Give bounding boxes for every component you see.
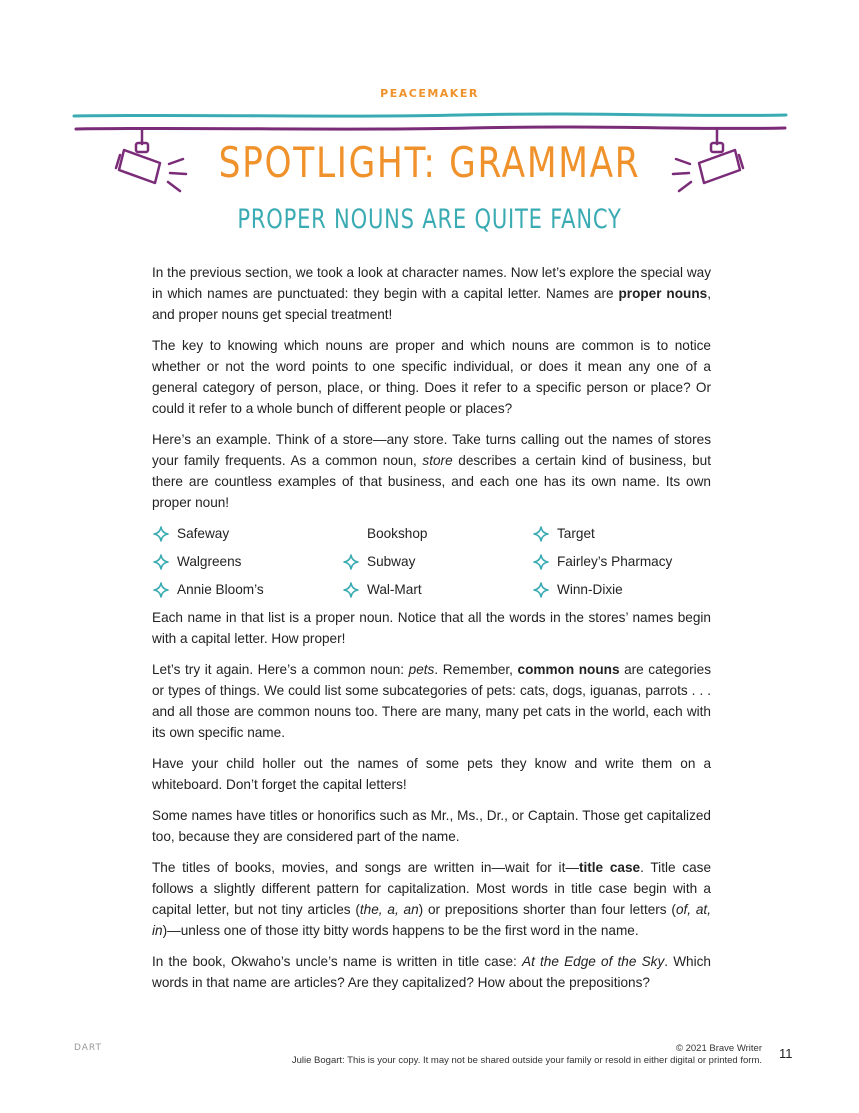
section-kicker: PEACEMAKER xyxy=(380,87,479,100)
store-list-item xyxy=(342,579,532,600)
store-name: Annie Bloom’s xyxy=(177,582,264,597)
store-list-item xyxy=(342,523,532,544)
store-name: Subway xyxy=(367,554,416,569)
paragraph-8: The titles of books, movies, and songs are written in—wait for it—title case. Title case follows a slightly different pattern for capitalization. Most words in title case begin with a capital letter, but not tiny articles (the, a, an) or prepositions shorter than four letters (of, at, in)—unless one of those itty bitty words happens to be the first word in the name. xyxy=(152,860,712,938)
page-number: 11 xyxy=(779,1046,793,1061)
footer-notice xyxy=(292,1043,762,1067)
store-name: Walgreens xyxy=(177,554,242,569)
store-name: Bookshop xyxy=(367,526,428,541)
sparkle-diamond-icon xyxy=(342,581,360,599)
store-list-item xyxy=(342,551,532,572)
page-title: SPOTLIGHT: GRAMMAR xyxy=(218,138,641,187)
store-list xyxy=(152,523,711,600)
store-list-item xyxy=(152,579,342,600)
store-name: Wal-Mart xyxy=(367,582,422,597)
sparkle-diamond-icon xyxy=(532,581,550,599)
paragraph-3: Here’s an example. Think of a store—any store. Take turns calling out the names of stores your family frequents. As a common noun, store describes a certain kind of business, but there are countless examples of that business, and each one has its own name. Its own proper noun! xyxy=(152,432,711,510)
store-name: Winn-Dixie xyxy=(557,582,623,597)
paragraph-5: Let’s try it again. Here’s a common noun: pets. Remember, common nouns are categories or types of things. We could list some subcategories of pets: cats, dogs, iguanas, parrots . . . and all those are common nouns too. There are many, many pet cats in the world, each with its own specific name. xyxy=(152,662,712,740)
store-name: Fairley’s Pharmacy xyxy=(557,554,673,569)
store-list-item xyxy=(152,523,342,544)
sparkle-diamond-icon xyxy=(152,553,170,571)
sparkle-diamond-icon xyxy=(152,525,170,543)
store-list-item xyxy=(152,551,342,572)
footer-logo-text: DART xyxy=(74,1043,103,1053)
paragraph-9: In the book, Okwaho’s uncle’s name is written in title case: At the Edge of the Sky. Which words in that name are articles? Are they capitalized? How about the prepositions? xyxy=(152,954,711,990)
paragraph-1: In the previous section, we took a look at character names. Now let’s explore the special way in which names are punctuated: they begin with a capital letter. Names are proper nouns, and proper nouns get special treatment! xyxy=(152,265,711,322)
article-body xyxy=(152,262,711,1003)
store-list-item xyxy=(532,551,711,572)
sparkle-diamond-icon xyxy=(152,581,170,599)
copyright-text: © 2021 Brave Writer xyxy=(675,1043,762,1054)
page-subtitle: PROPER NOUNS ARE QUITE FANCY xyxy=(237,204,622,235)
sparkle-diamond-icon xyxy=(532,553,550,571)
store-name: Safeway xyxy=(177,526,230,541)
store-list-item xyxy=(532,523,711,544)
paragraph-7: Some names have titles or honorifics such as Mr., Ms., Dr., or Captain. Those get capitalized too, because they are considered part of the name. xyxy=(152,808,711,844)
store-list-item xyxy=(532,579,711,600)
store-name: Target xyxy=(557,526,595,541)
sparkle-diamond-icon xyxy=(532,525,550,543)
paragraph-4: Each name in that list is a proper noun. Notice that all the words in the stores’ names begin with a capital letter. How proper! xyxy=(152,610,711,646)
sparkle-diamond-icon xyxy=(342,553,360,571)
license-notice: Julie Bogart: This is your copy. It may not be shared outside your family or resold in either digital or printed form. xyxy=(291,1055,762,1066)
paragraph-2: The key to knowing which nouns are proper and which nouns are common is to notice whether or not the word points to one specific individual, or does it mean any one of a general category of person, place, or thing. Does it refer to a specific person or place? Or could it refer to a whole bunch of different people or places? xyxy=(152,338,711,416)
paragraph-6: Have your child holler out the names of some pets they know and write them on a whiteboard. Don’t forget the capital letters! xyxy=(152,756,711,792)
